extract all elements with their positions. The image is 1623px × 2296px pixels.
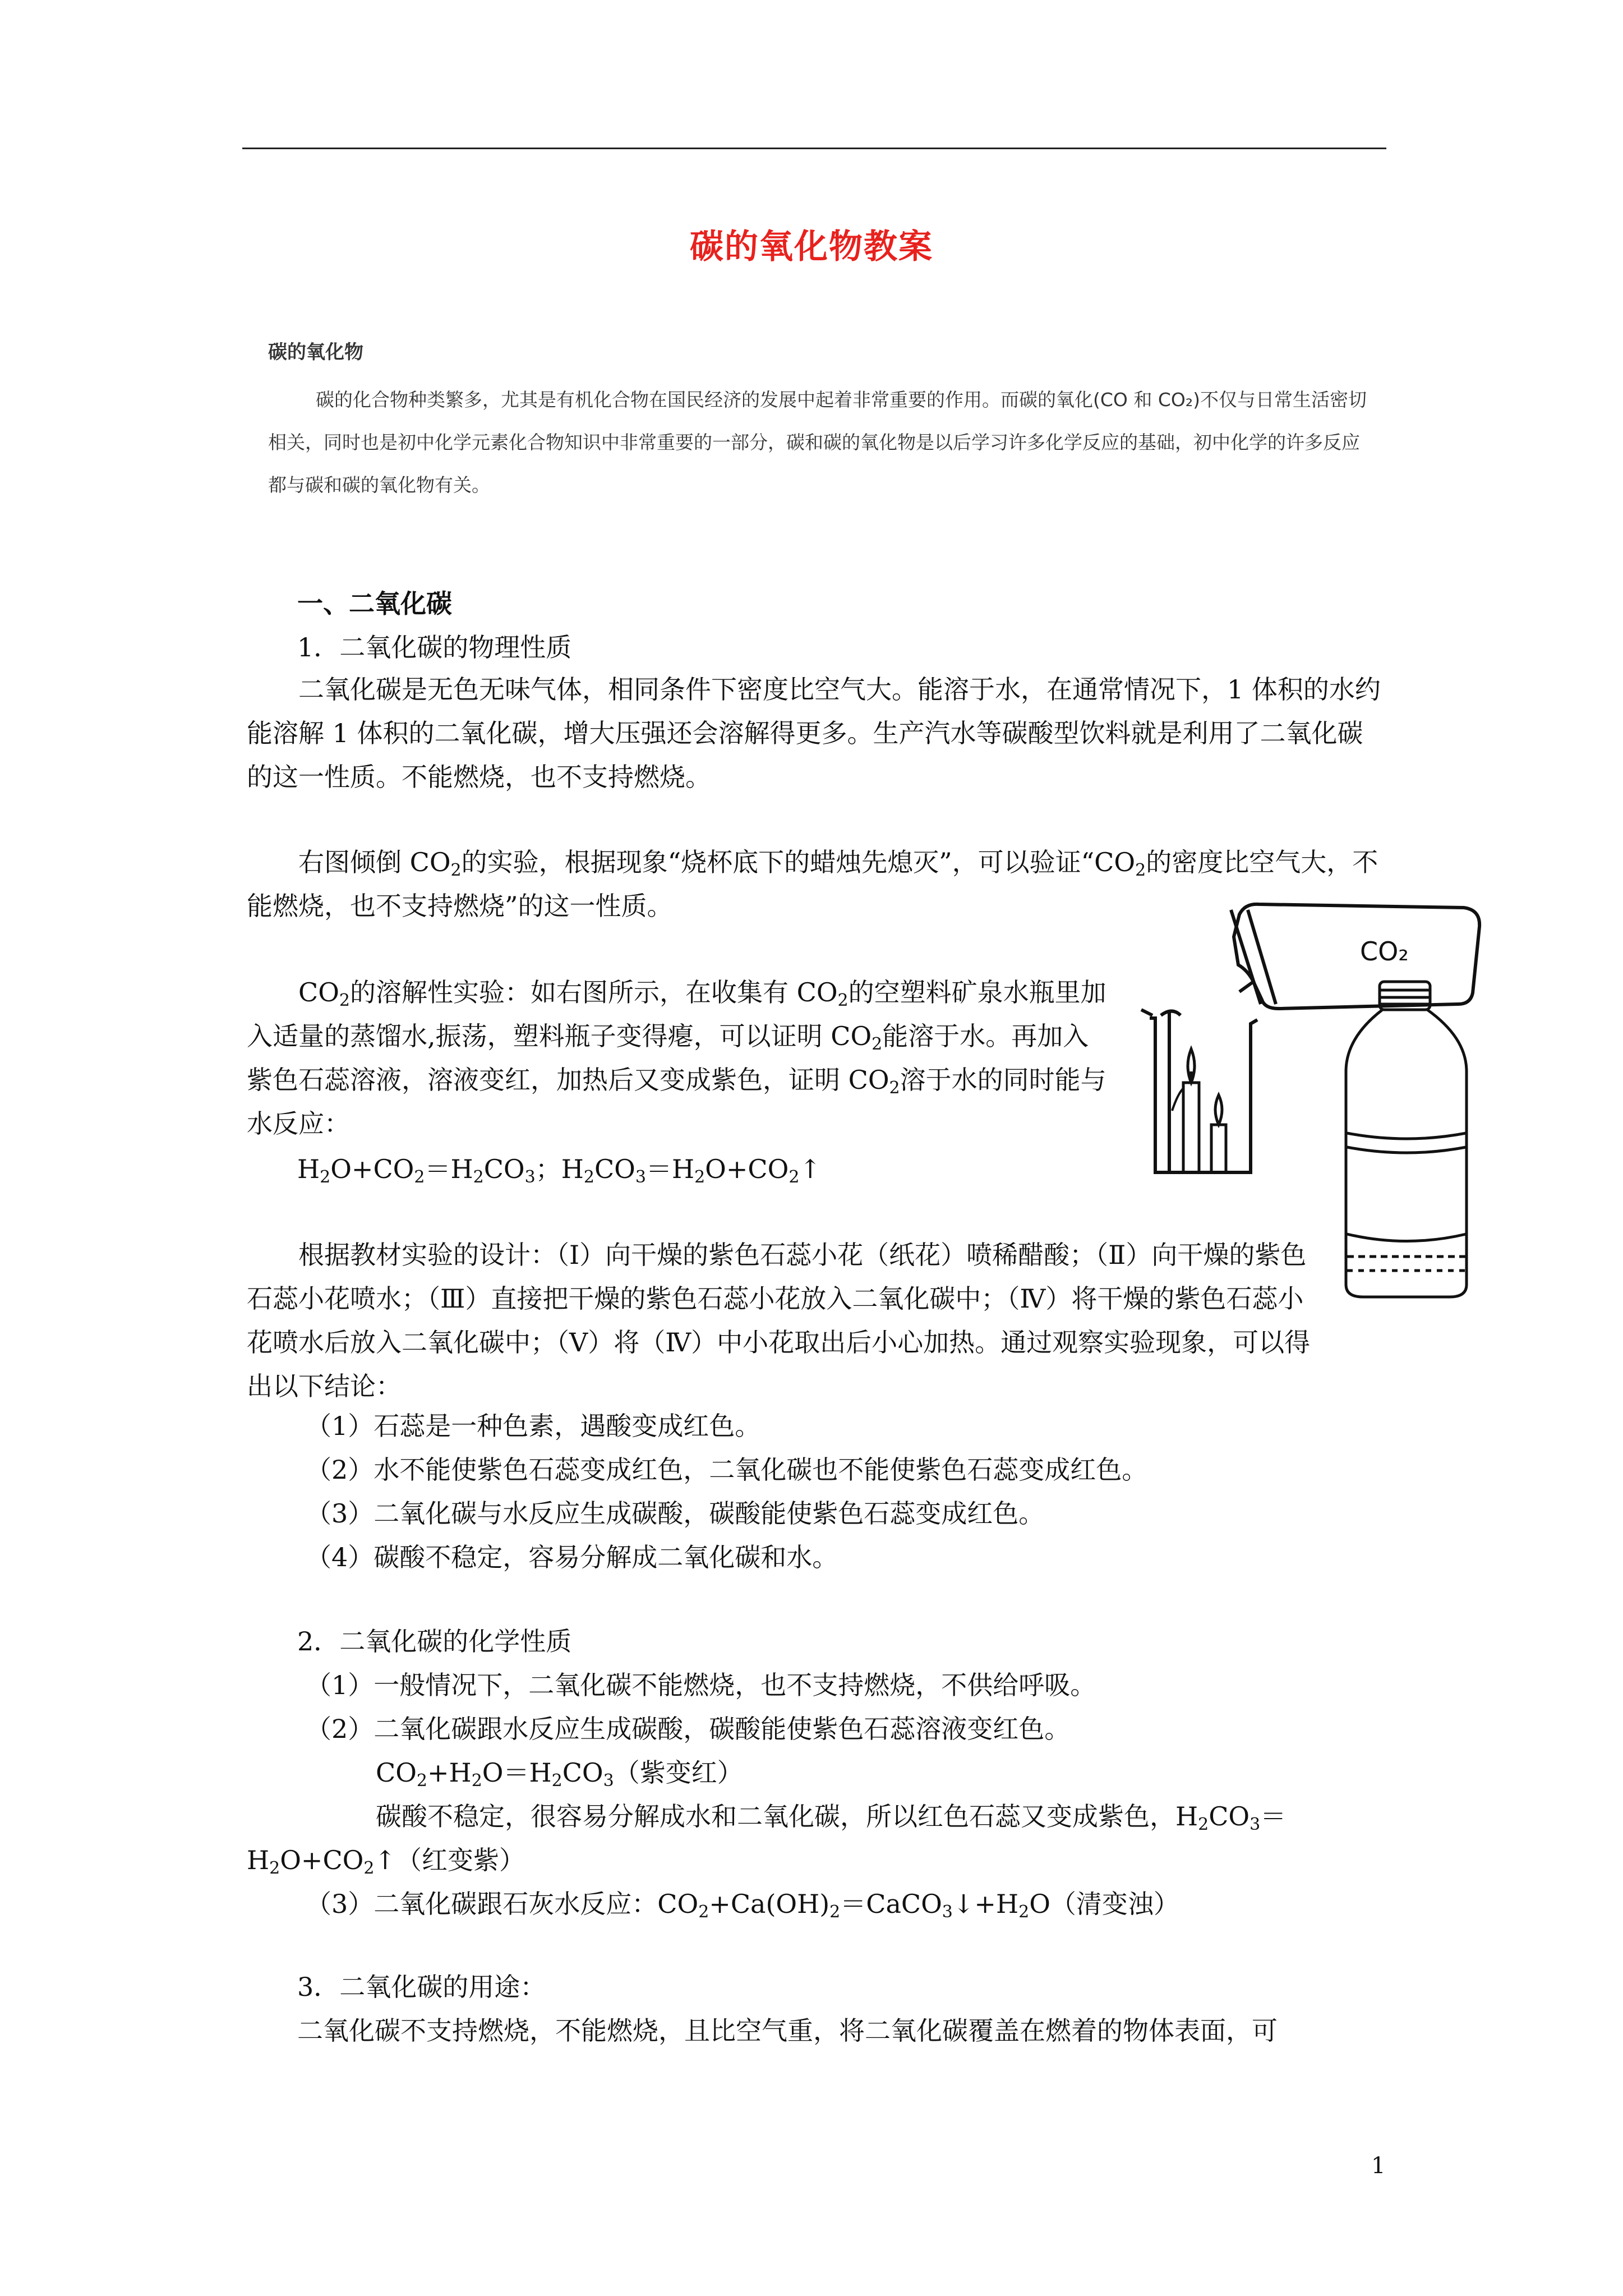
candle-holder-icon xyxy=(1172,1088,1183,1171)
intro-text: 碳的化合物种类繁多，尤其是有机化合物在国民经济的发展中起着非常重要的作用。而碳的氧化(CO 和 CO₂)不仅与日常生活密切相关，同时也是初中化学元素化合物知识中非常重要的一部分，碳和碳的氧化物是以后学习许多化学反应的基础，初中化学的许多反应都与碳和碳的氧化物有关。 xyxy=(268,389,1367,496)
intro-block xyxy=(268,337,1367,507)
conclusion-1: （1）石蕊是一种色素，遇酸变成红色。 xyxy=(306,1411,761,1441)
document-title: 碳的氧化物教案 xyxy=(690,227,933,266)
solubility-experiment-paragraph: $CO_2$的溶解性实验：如右图所示，在收集有 $CO_2$的空塑料矿泉水瓶里加入适量的蒸馏水,振荡，塑料瓶子变得瘪，可以证明 $CO_2$能溶于水。再加入紫色石蕊溶液，溶液变红，加热后又变成紫色，证明 $CO_2$溶于水的同时能与水反应： xyxy=(247,977,1106,1139)
co2-gas-jar-icon xyxy=(1231,904,1479,1009)
chemical-property-1: （1）一般情况下，二氧化碳不能燃烧，也不支持燃烧，不供给呼吸。 xyxy=(306,1670,1096,1700)
subheading-physical-properties: 1．二氧化碳的物理性质 xyxy=(297,632,572,662)
conclusion-4: （4）碳酸不稳定，容易分解成二氧化碳和水。 xyxy=(306,1542,838,1572)
section-heading-co2: 一、二氧化碳 xyxy=(297,588,452,619)
conclusion-3: （3）二氧化碳与水反应生成碳酸，碳酸能使紫色石蕊变成红色。 xyxy=(306,1498,1045,1529)
co2-experiment-figure xyxy=(1138,898,1497,1301)
pouring-experiment-paragraph: 右图倾倒 $CO_2$的实验，根据现象“烧杯底下的蜡烛先熄灭”，可以验证“$CO_2$的密度比空气大，不能燃烧，也不支持燃烧”的这一性质。 xyxy=(247,847,1378,921)
uses-paragraph: 二氧化碳不支持燃烧，不能燃烧，且比空气重，将二氧化碳覆盖在燃着的物体表面，可 xyxy=(297,2016,1278,2046)
carbonic-acid-decomposition-line1: 碳酸不稳定，很容易分解成水和二氧化碳，所以红色石蕊又变成紫色，$H_2CO_3=$ xyxy=(376,1801,1287,1834)
bottle-label: CO₂ xyxy=(1360,936,1409,967)
physical-properties-paragraph: 二氧化碳是无色无味气体，相同条件下密度比空气大。能溶于水，在通常情况下，1 体积的水约能溶解 1 体积的二氧化碳，增大压强还会溶解得更多。生产汽水等碳酸型饮料就是利用了二氧化碳的这一性质。不能燃烧，也不支持燃烧。 xyxy=(247,674,1381,792)
conclusion-2: （2）水不能使紫色石蕊变成红色，二氧化碳也不能使紫色石蕊变成红色。 xyxy=(306,1455,1148,1485)
subheading-chemical-properties: 2．二氧化碳的化学性质 xyxy=(297,1626,572,1657)
header-rule xyxy=(242,148,1386,149)
candle-short-icon xyxy=(1211,1095,1226,1172)
chemical-property-3: （3）二氧化碳跟石灰水反应：$CO_2+Ca(OH)_2=CaCO_3↓+H_2O$（清变浊） xyxy=(306,1889,1179,1922)
equation-carbonic-acid: $H_2O+CO_2=H_2CO_3$；$H_2CO_3=H_2O+CO_2↑$ xyxy=(297,1154,821,1187)
equation-co2-water: $CO_2+H_2O=H_2CO_3$（紫变红） xyxy=(376,1757,743,1791)
litmus-experiment-paragraph: 根据教材实验的设计：（Ⅰ）向干燥的紫色石蕊小花（纸花）喷稀醋酸；（Ⅱ）向干燥的紫色石蕊小花喷水；（Ⅲ）直接把干燥的紫色石蕊小花放入二氧化碳中；（Ⅳ）将干燥的紫色石蕊小花喷水后放入二氧化碳中；（Ⅴ）将（Ⅳ）中小花取出后小心加热。通过观察实验现象，可以得出以下结论： xyxy=(247,1240,1311,1401)
chemical-property-2: （2）二氧化碳跟水反应生成碳酸，碳酸能使紫色石蕊溶液变红色。 xyxy=(306,1714,1071,1744)
page-number: 1 xyxy=(1371,2153,1386,2179)
plastic-bottle-icon xyxy=(1346,982,1467,1297)
candle-tall-icon xyxy=(1183,1049,1199,1172)
intro-heading: 碳的氧化物 xyxy=(268,341,363,364)
carbonic-acid-decomposition-line2: $H_2O+CO_2↑$（红变紫） xyxy=(247,1845,525,1878)
subheading-uses: 3．二氧化碳的用途： xyxy=(297,1972,546,2002)
